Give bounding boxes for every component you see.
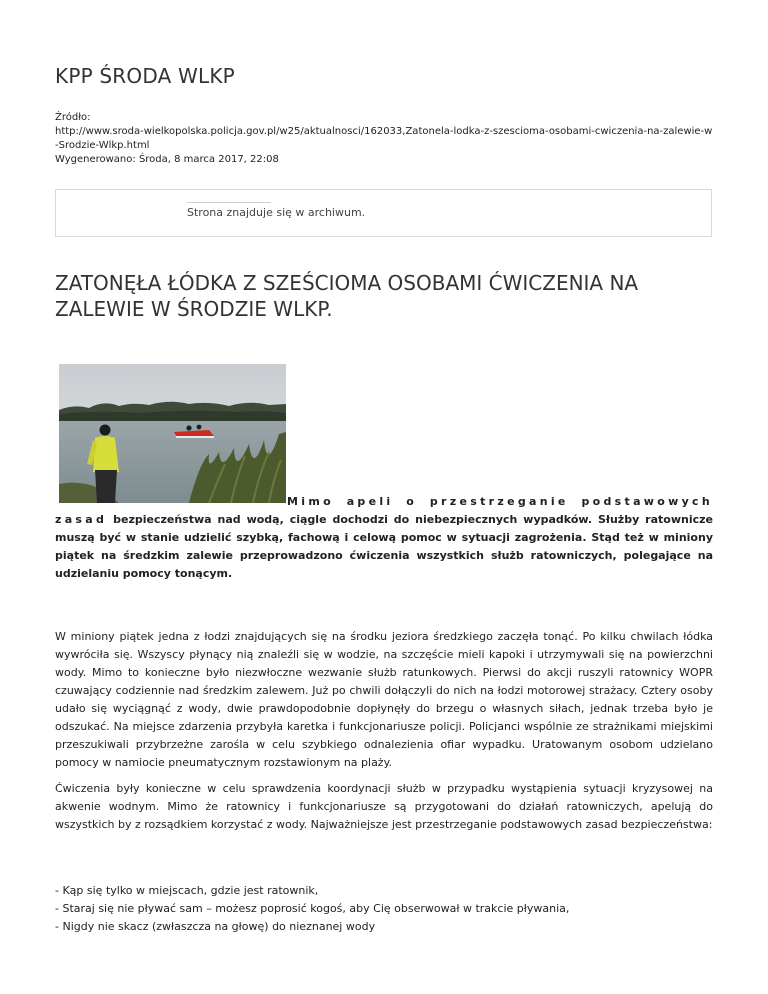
- article-title: ZATONĘŁA ŁÓDKA Z SZEŚCIOMA OSOBAMI ĆWICZENIA NA ZALEWIE W ŚRODZIE WLKP.: [55, 271, 639, 321]
- lake-rescue-photo: [59, 364, 286, 503]
- document-meta: [55, 111, 715, 167]
- source-label: Źródło:: [55, 112, 91, 123]
- article-paragraph-2: Ćwiczenia były konieczne w celu sprawdzenia koordynacji służb w przypadku wystąpienia sytuacji kryzysowej na akwenie wodnym. Mimo że ratownicy i funkcjonariusze są przygotowani do działań ratowniczych, apelują do wszystkich by z rozsądkiem korzystać z wody. Najważniejsze jest przestrzeganie podstawowych zasad bezpieczeństwa:: [55, 782, 713, 831]
- article-lead: [55, 493, 713, 583]
- lead-rest: bezpieczeństwa nad wodą, ciągle dochodzi do niebezpiecznych wypadków. Służby ratownicze muszą być w stanie udzielić szybką, fachową i celową pomoc w sytuacji zagrożenia. Stąd też w miniony piątek na średzkim zalewie przeprowadzono ćwiczenia wszystkich służb ratowniczych, polegające na udzielaniu pomocy tonącym.: [55, 513, 713, 580]
- list-item: - Nigdy nie skacz (zwłaszcza na głowę) do nieznanej wody: [55, 920, 376, 933]
- list-item: - Kąp się tylko w miejscach, gdzie jest ratownik,: [55, 884, 319, 897]
- article-photo: [59, 364, 286, 503]
- site-title: KPP ŚRODA WLKP: [55, 64, 235, 88]
- archive-divider: [187, 202, 271, 203]
- list-item: - Staraj się nie pływać sam – możesz poprosić kogoś, aby Cię obserwował w trakcie pływania,: [55, 902, 570, 915]
- archive-notice-box: [55, 189, 712, 237]
- safety-tips-list: [55, 882, 713, 936]
- article-paragraph-1: W miniony piątek jedna z łodzi znajdujących się na środku jeziora średzkiego zaczęła tonąć. Po kilku chwilach łódka wywróciła się. Wszyscy płynący nią znaleźli się w wodzie, na szczęście mieli kapoki i utrzymywali się na powierzchni wody. Mimo to konieczne było niezwłoczne wezwanie służb ratunkowych. Pierwsi do akcji ruszyli ratownicy WOPR czuwający codziennie nad średzkim zalewem. Już po chwili dołączyli do nich na łodzi motorowej strażacy. Cztery osoby udało się wyciągnąć z wody, dwie prawdopodobnie dopłynęły do brzegu o własnych siłach, jednak trzeba było je odszukać. Na miejsce zdarzenia przybyła karetka i funkcjonariusze policji. Policjanci wspólnie ze strażnikami miejskimi przeszukiwali przybrzeżne zarośla w celu szybkiego odnalezienia ofiar wypadku. Uratowanym osobom udzielano pomocy w namiocie pneumatycznym rozstawionym na plaży.: [55, 630, 713, 769]
- source-url[interactable]: http://www.sroda-wielkopolska.policja.gov.pl/w25/aktualnosci/162033,Zatonela-lodka-z-szescioma-osobami-cwiczenia-na-zalewie-w-Srodzie-Wlkp.html: [55, 126, 713, 151]
- archive-notice: Strona znajduje się w archiwum.: [187, 206, 366, 219]
- lead-first-line: Mimo apeli o przestrzeganie podstawowych zasad: [55, 495, 713, 526]
- generated-timestamp: Wygenerowano: Środa, 8 marca 2017, 22:08: [55, 154, 279, 165]
